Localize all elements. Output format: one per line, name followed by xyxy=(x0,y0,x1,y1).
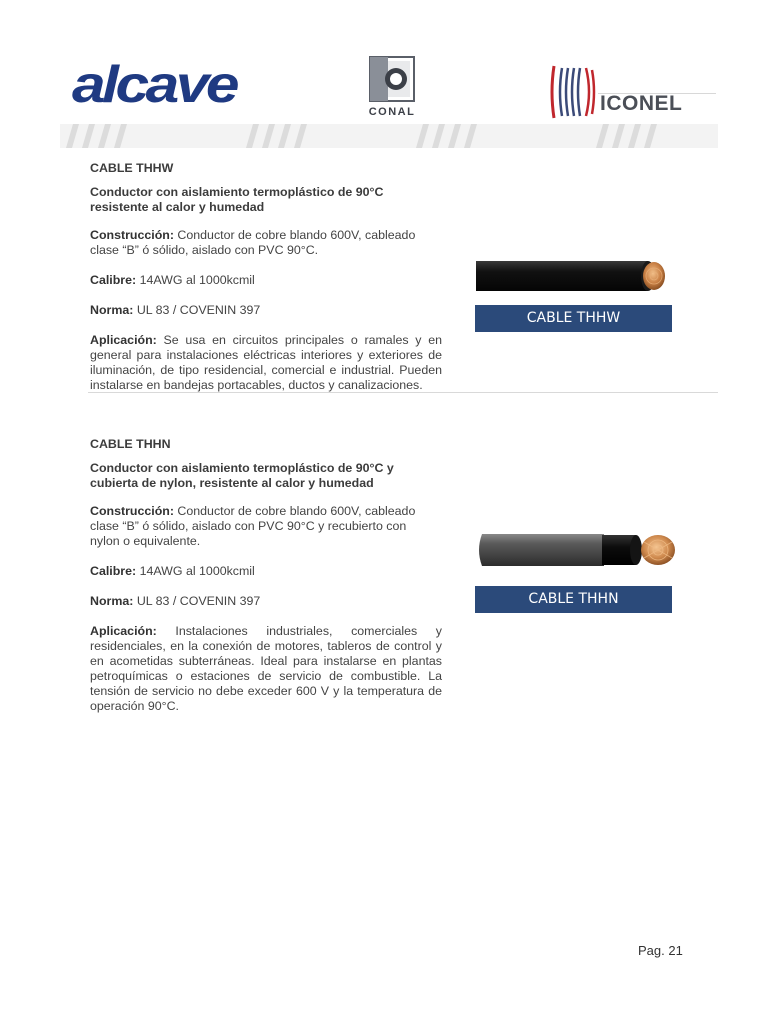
iconel-wordmark: ICONEL xyxy=(600,92,683,115)
thhw-norma xyxy=(90,303,442,318)
header-stripe-band xyxy=(60,124,718,148)
thhn-norma-label: Norma: xyxy=(90,594,134,608)
thhn-subtitle xyxy=(90,461,442,491)
thhw-construccion-line-1: Conductor de cobre blando 600V, cableado xyxy=(173,228,416,242)
thhn-construccion-line-3: nylon o equivalente. xyxy=(90,534,201,548)
thhw-subtitle xyxy=(90,185,442,215)
stripe-pattern xyxy=(60,124,718,148)
thhn-aplicacion-label: Aplicación: xyxy=(90,624,157,638)
thhn-subtitle-line-1: Conductor con aislamiento termoplástico de 90°C y xyxy=(90,461,394,475)
thhn-norma xyxy=(90,594,442,609)
alcave-logo-graphic xyxy=(70,50,240,114)
thhw-norma-value: UL 83 / COVENIN 397 xyxy=(133,303,261,317)
page-number: Pag. 21 xyxy=(638,943,683,958)
thhw-norma-label: Norma: xyxy=(90,303,134,317)
section-divider xyxy=(88,392,718,393)
thhw-subtitle-line-2: resistente al calor y humedad xyxy=(90,200,265,214)
thhn-image-label: CABLE THHN xyxy=(475,586,672,613)
thhn-aplicacion-text: Instalaciones industriales, comerciales y residenciales, en la conexión de motores, tableros de control y en acometidas subterráneas. Ideal para instalarse en plantas petroquímicas o estaciones de servicio de combustible. La tensión de servicio no debe exceder 600 V y la temperatura de operación 90°C. xyxy=(90,624,442,713)
thhw-title: CABLE THHW xyxy=(90,161,174,175)
thhw-aplicacion-label: Aplicación: xyxy=(90,333,157,347)
thhn-subtitle-line-2: cubierta de nylon, resistente al calor y humedad xyxy=(90,476,374,490)
svg-text:alcave: alcave xyxy=(72,56,239,114)
thhn-construccion-line-1: Conductor de cobre blando 600V, cableado xyxy=(173,504,416,518)
thhw-calibre-value: 14AWG al 1000kcmil xyxy=(136,273,255,287)
thhw-aplicacion xyxy=(90,333,442,393)
conal-emblem-icon xyxy=(368,55,416,103)
thhn-title: CABLE THHN xyxy=(90,437,171,451)
thhw-cable-graphic xyxy=(474,256,672,298)
thhw-image-label: CABLE THHW xyxy=(475,305,672,332)
conal-logo xyxy=(368,55,416,123)
thhn-aplicacion xyxy=(90,624,442,714)
thhn-calibre xyxy=(90,564,442,579)
thhw-section xyxy=(90,161,442,393)
thhn-calibre-label: Calibre: xyxy=(90,564,137,578)
thhn-calibre-value: 14AWG al 1000kcmil xyxy=(136,564,255,578)
thhw-cable-image xyxy=(474,256,672,298)
thhn-construccion-line-2: clase “B” ó sólido, aislado con PVC 90°C y recubierto con xyxy=(90,519,407,533)
thhw-construccion-label: Construcción: xyxy=(90,228,174,242)
thhn-construccion xyxy=(90,504,442,549)
thhn-cable-graphic xyxy=(474,528,678,572)
thhn-construccion-label: Construcción: xyxy=(90,504,174,518)
thhw-calibre-label: Calibre: xyxy=(90,273,137,287)
thhw-calibre xyxy=(90,273,442,288)
thhw-aplicacion-text: Se usa en circuitos principales o ramales y en general para instalaciones eléctricas interiores y exteriores de iluminación, de tipo residencial, comercial e industrial. Pueden instalarse en bandejas portacables, ductos y canalizaciones. xyxy=(90,333,442,392)
iconel-coil-icon xyxy=(548,62,598,122)
thhn-norma-value: UL 83 / COVENIN 397 xyxy=(133,594,261,608)
thhw-subtitle-line-1: Conductor con aislamiento termoplástico de 90°C xyxy=(90,185,384,199)
conal-wordmark: CONAL xyxy=(368,106,416,118)
thhn-section xyxy=(90,437,442,714)
alcave-logo xyxy=(70,50,240,114)
thhw-construccion-line-2: clase “B” ó sólido, aislado con PVC 90°C. xyxy=(90,243,319,257)
thhw-construccion xyxy=(90,228,442,258)
iconel-logo xyxy=(548,62,718,122)
thhn-cable-image xyxy=(474,528,678,572)
